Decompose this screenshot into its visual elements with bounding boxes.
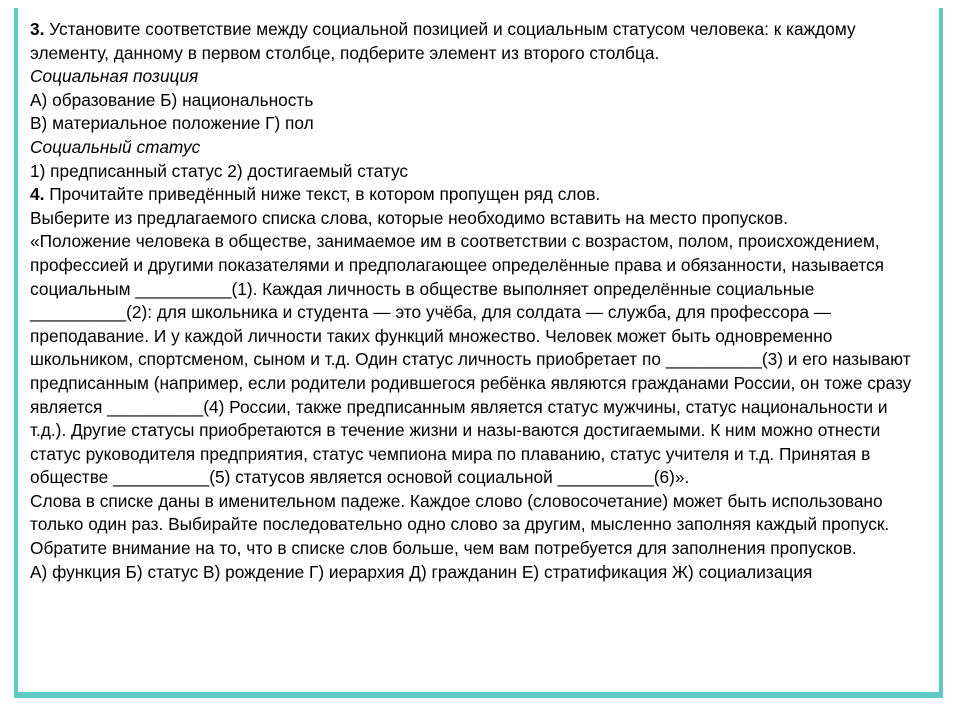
task3-number: 3. — [30, 19, 45, 39]
social-status-line-1: 1) предписанный статус 2) достигаемый статус — [30, 160, 409, 181]
social-status-header: Социальный статус — [30, 136, 201, 157]
social-position-line-2: В) материальное положение Г) пол — [30, 113, 314, 134]
social-position-header: Социальная позиция — [30, 66, 199, 87]
task4-intro-paragraph — [30, 183, 920, 207]
task4-intro: Прочитайте приведённый ниже текст, в котором пропущен ряд слов. — [49, 184, 601, 205]
task4-word-list: А) функция Б) статус В) рождение Г) иерархия Д) гражданин Е) стратификация Ж) социализация — [30, 561, 813, 582]
task4-instruction: Выберите из предлагаемого списка слова, которые необходимо вставить на место пропусков. — [30, 207, 789, 228]
task4-number: 4. — [30, 184, 45, 205]
task4-passage: «Положение человека в обществе, занимаемое им в соответствии с возрастом, полом, происхождением, профессией и другими показателями и предполагающее определённые права и обязанности, называется социальным __________(1). Каждая личность в обществе выполняет определённые социальные __________(2): для школьника и студента — это учёба, для солдата — служба, для профессора — преподавание. И у каждой личности таких функций множество. Человек может быть одновременно школьником, спортсменом, сыном и т.д. Один статус личность приобретает по __________(3) и его называют предписанным (например, если родители родившегося ребёнка являются гражданами России, он тоже сразу является __________(4) России, также предписанным является статус мужчины, статус национальности и т.д.). Другие статусы приобретаются в течение жизни и назы-ваются достигаемыми. К ним можно отнести статус руководителя предприятия, статус чемпиона мира по плаванию, статус учителя и т.д. Принятая в обществе __________(5) статусов является основой социальной __________(6)». — [30, 231, 912, 488]
slide-content — [30, 18, 920, 584]
social-position-line-1: А) образование Б) национальность — [30, 89, 314, 110]
task3-intro-paragraph — [30, 18, 920, 65]
task3-intro: Установите соответствие между социальной позицией и социальным статусом человека: к каждому элементу, данному в первом столбце, подберите элемент из второго столбца. — [30, 19, 856, 63]
task4-note: Слова в списке даны в именительном падеже. Каждое слово (словосочетание) может быть использовано только один раз. Выбирайте последовательно одно слово за другим, мысленно заполняя каждый пропуск. Обратите внимание на то, что в списке слов больше, чем вам потребуется для заполнения пропусков. — [30, 490, 890, 559]
